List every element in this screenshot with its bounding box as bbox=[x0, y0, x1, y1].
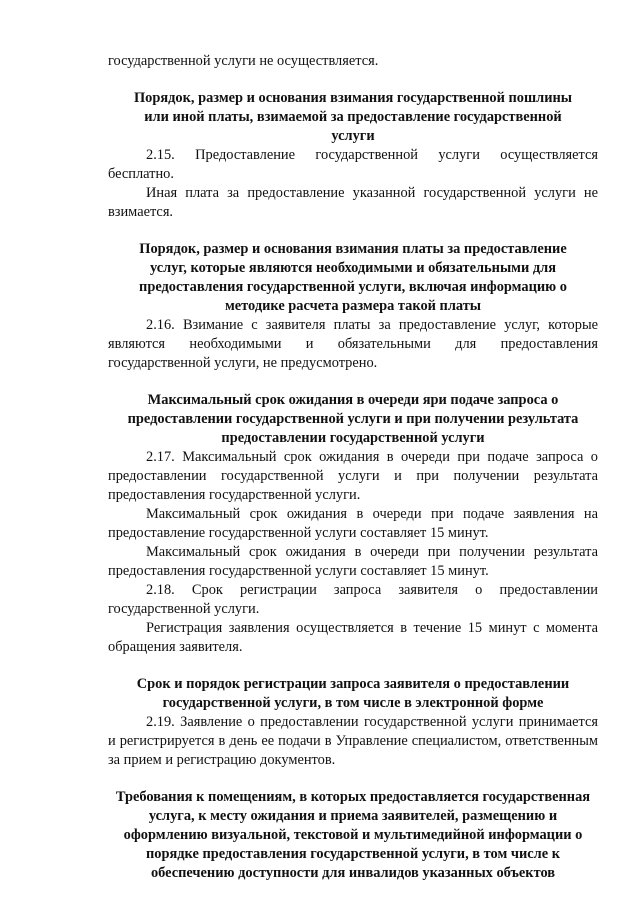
section-heading: Требования к помещениям, в которых предоставляется государственная услуга, к месту ожидания и приема заявителей, размещению и оформлению визуальной, текстовой и мультимедийной информации о порядке предоставления государственной услуги, в том числе к обеспечению доступности для инвалидов указанных объектов bbox=[115, 789, 591, 881]
spacer bbox=[108, 373, 598, 391]
paragraph: 2.16. Взимание с заявителя платы за предоставление услуг, которые являются необходимыми и обязательными для предоставления государственной услуги, не предусмотрено. bbox=[108, 317, 598, 371]
spacer bbox=[108, 222, 598, 240]
document-page bbox=[108, 52, 598, 883]
paragraph: 2.15. Предоставление государственной услуги осуществляется бесплатно. bbox=[108, 147, 598, 182]
paragraph: Иная плата за предоставление указанной государственной услуги не взимается. bbox=[108, 185, 598, 220]
continuation-text: государственной услуги не осуществляется. bbox=[108, 53, 379, 69]
paragraph: Максимальный срок ожидания в очереди при получении результата предоставления государственной услуги составляет 15 минут. bbox=[108, 544, 598, 579]
section-heading: Срок и порядок регистрации запроса заявителя о предоставлении государственной услуги, в том числе в электронной форме bbox=[136, 676, 570, 711]
paragraph: Регистрация заявления осуществляется в течение 15 минут с момента обращения заявителя. bbox=[108, 620, 598, 655]
section-heading: Максимальный срок ожидания в очереди яри подаче запроса о предоставлении государственной услуги и при получении результата предоставлении государственной услуги bbox=[127, 392, 579, 446]
paragraph: Максимальный срок ожидания в очереди при подаче заявления на предоставление государственной услуги составляет 15 минут. bbox=[108, 506, 598, 541]
spacer bbox=[108, 657, 598, 675]
spacer bbox=[108, 770, 598, 788]
paragraph: 2.18. Срок регистрации запроса заявителя о предоставлении государственной услуги. bbox=[108, 582, 598, 617]
paragraph: 2.17. Максимальный срок ожидания в очереди при подаче запроса о предоставлении государственной услуги и при получении результата предоставления государственной услуги. bbox=[108, 449, 598, 503]
section-heading: Порядок, размер и основания взимания государственной пошлины или иной платы, взимаемой за предоставление государственной услуги bbox=[133, 90, 573, 144]
spacer bbox=[108, 71, 598, 89]
section-heading: Порядок, размер и основания взимания платы за предоставление услуг, которые являются необходимыми и обязательными для предоставления государственной услуги, включая информацию о методике расчета размера такой платы bbox=[139, 241, 567, 314]
paragraph: 2.19. Заявление о предоставлении государственной услуги принимается и регистрируется в день ее подачи в Управление специалистом, ответственным за прием и регистрацию документов. bbox=[108, 714, 598, 768]
